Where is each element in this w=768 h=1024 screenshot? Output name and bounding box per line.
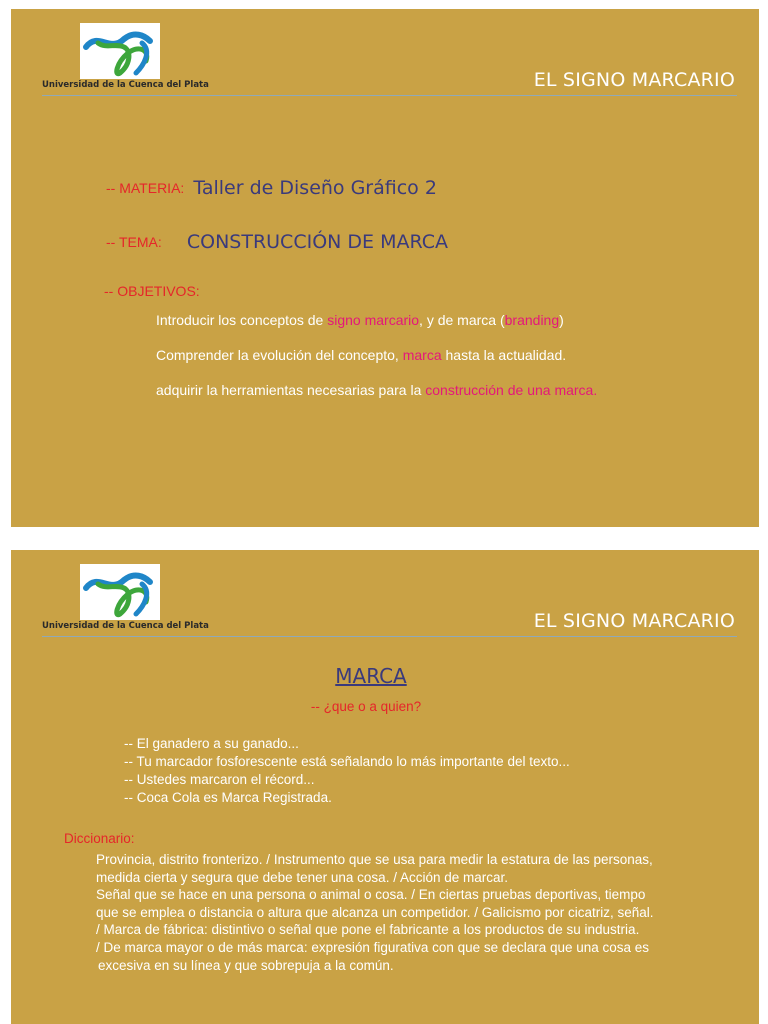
objetivo-2-text-a: Comprender la evolución del concepto, — [156, 347, 403, 363]
diccionario-line: medida cierta y segura que debe tener una cosa. / Acción de marcar. — [96, 869, 508, 885]
header-divider — [42, 636, 737, 637]
diccionario-line: excesiva en su línea y que sobrepuja a la común. — [98, 957, 394, 973]
objetivo-1-text-c: ) — [559, 312, 564, 328]
objetivo-2-text-b: hasta la actualidad. — [441, 347, 567, 363]
objetivo-1-text-a: Introducir los conceptos de — [156, 312, 328, 328]
objetivo-3-text-a: adquirir la herramientas necesarias para la — [156, 382, 426, 398]
tema-row — [106, 231, 448, 253]
materia-row — [106, 177, 437, 199]
examples-list — [124, 735, 570, 807]
slide-2 — [11, 550, 759, 1024]
list-item: -- Coca Cola es Marca Registrada. — [124, 790, 332, 805]
list-item: -- Tu marcador fosforescente está señalando lo más importante del texto... — [124, 754, 570, 769]
materia-value: Taller de Diseño Gráfico 2 — [193, 177, 437, 199]
diccionario-line: / De marca mayor o de más marca: expresión figurativa con que se declara que una cosa es — [96, 939, 650, 955]
header-title: EL SIGNO MARCARIO — [533, 610, 735, 632]
materia-label: -- MATERIA: — [106, 180, 185, 196]
diccionario-label: Diccionario: — [64, 831, 135, 846]
header-title: EL SIGNO MARCARIO — [533, 69, 735, 91]
subquestion: -- ¿que o a quien? — [310, 699, 422, 714]
university-name: Universidad de la Cuenca del Plata — [42, 80, 209, 90]
objetivo-2 — [156, 347, 566, 363]
list-item: -- El ganadero a su ganado... — [124, 736, 299, 751]
slide-1 — [11, 9, 759, 527]
diccionario-text — [96, 851, 654, 974]
marca-title: MARCA — [335, 664, 407, 688]
objetivo-1-highlight-signo: signo marcario — [327, 312, 420, 328]
tema-value: CONSTRUCCIÓN DE MARCA — [186, 231, 448, 253]
diccionario-line: que se emplea o distancia o altura que alcanza un competidor. / Galicismo por cicatriz, señal. — [96, 904, 654, 920]
diccionario-line: Señal que se hace en una persona o animal o cosa. / En ciertas pruebas deportivas, tiempo — [96, 887, 646, 903]
objetivo-1-highlight-branding: branding — [504, 312, 560, 328]
university-name: Universidad de la Cuenca del Plata — [42, 621, 209, 631]
header-divider — [42, 95, 737, 96]
objetivo-2-highlight-marca: marca — [402, 347, 442, 363]
objetivo-1 — [156, 312, 564, 328]
diccionario-line: / Marca de fábrica: distintivo o señal que pone el fabricante a los productos de su industria. — [96, 922, 640, 938]
university-logo-icon — [80, 23, 160, 79]
objetivos-label: -- OBJETIVOS: — [104, 283, 200, 299]
objetivo-1-text-b: , y de marca ( — [419, 312, 505, 328]
objetivo-3-highlight-construccion: construcción de una marca. — [425, 382, 598, 398]
list-item: -- Ustedes marcaron el récord... — [124, 772, 315, 787]
university-logo-icon — [80, 564, 160, 620]
objetivo-3 — [156, 382, 597, 398]
diccionario-line: Provincia, distrito fronterizo. / Instrumento que se usa para medir la estatura de las personas, — [96, 852, 653, 867]
tema-label: -- TEMA: — [106, 234, 162, 250]
